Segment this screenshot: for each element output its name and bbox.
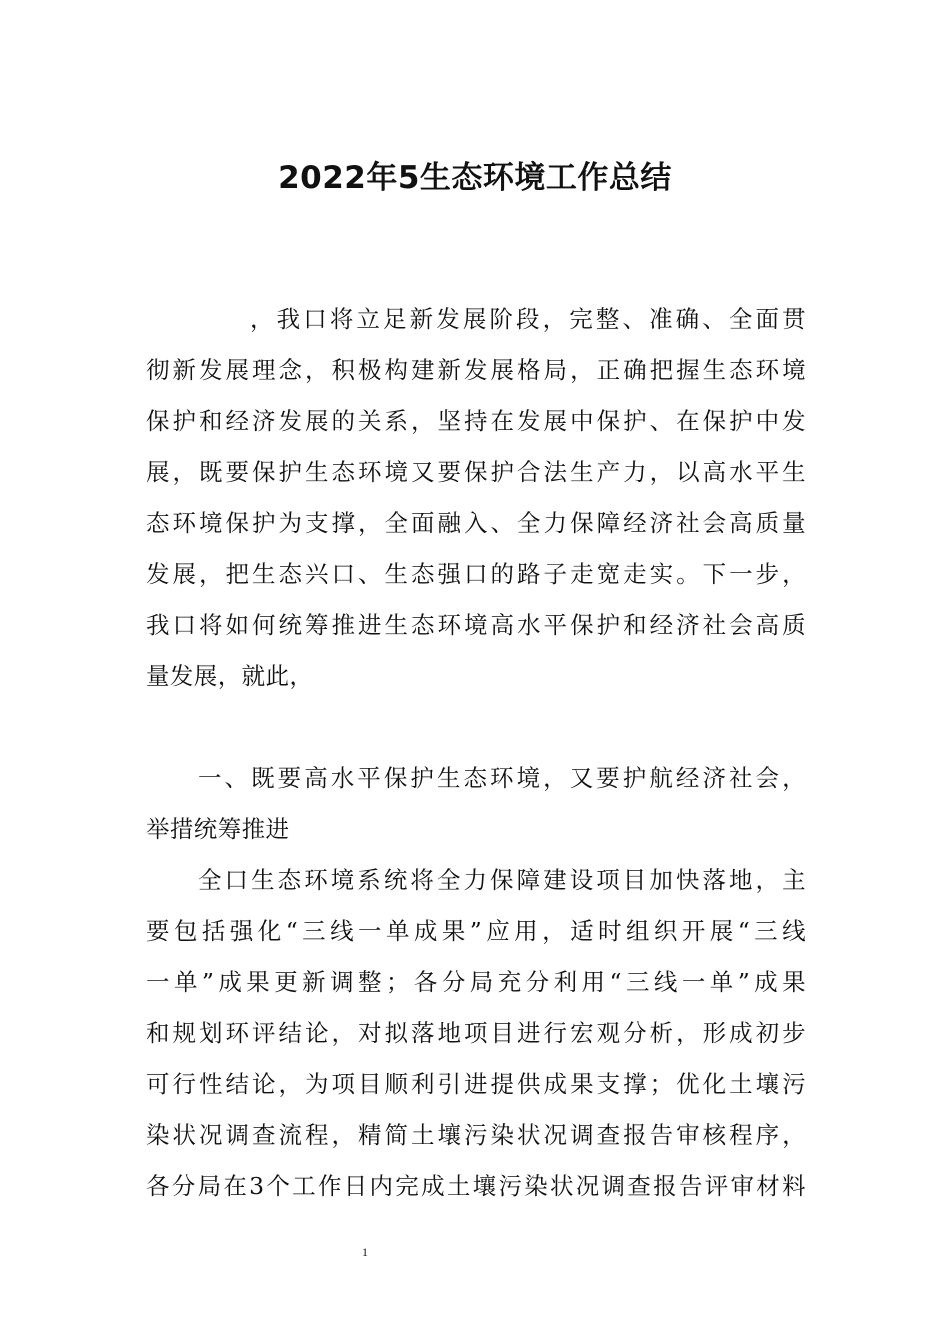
text-line: 量发展，就此， bbox=[146, 662, 314, 690]
text-line: 要包括强化“三线一单成果”应用，适时组织开展“三线 bbox=[146, 917, 806, 945]
paragraph-2 bbox=[146, 855, 806, 1212]
text-line: 发展，把生态兴口、生态强口的路子走宽走实。下一步， bbox=[146, 560, 806, 588]
paragraph-spacer bbox=[146, 702, 806, 753]
text-line: 染状况调查流程，精简土壤污染状况调查报告审核程序， bbox=[146, 1121, 806, 1149]
text-line: 全口生态环境系统将全力保障建设项目加快落地，主 bbox=[198, 866, 806, 894]
paragraph-intro bbox=[146, 294, 806, 702]
text-line: 态环境保护为支撑，全面融入、全力保障经济社会高质量 bbox=[146, 509, 806, 537]
page-number: 1 bbox=[362, 1245, 368, 1259]
text-line: 保护和经济发展的关系，坚持在发展中保护、在保护中发 bbox=[146, 407, 806, 435]
heading-line: 一、既要高水平保护生态环境，又要护航经济社会， bbox=[198, 764, 806, 792]
text-line: 展，既要保护生态环境又要保护合法生产力，以高水平生 bbox=[146, 458, 806, 486]
document-title: 2022年5生态环境工作总结 bbox=[278, 160, 672, 196]
text-line: 我口将如何统筹推进生态环境高水平保护和经济社会高质 bbox=[146, 611, 806, 639]
document-body bbox=[146, 294, 806, 1212]
text-line: 彻新发展理念，积极构建新发展格局，正确把握生态环境 bbox=[146, 356, 806, 384]
text-line: 各分局在3个工作日内完成土壤污染状况调查报告评审材料 bbox=[146, 1172, 806, 1200]
section-heading-1 bbox=[146, 753, 806, 855]
text-line: 和规划环评结论，对拟落地项目进行宏观分析，形成初步 bbox=[146, 1019, 806, 1047]
text-line: 可行性结论，为项目顺利引进提供成果支撑；优化土壤污 bbox=[146, 1070, 806, 1098]
text-line: ，我口将立足新发展阶段，完整、准确、全面贯 bbox=[250, 305, 806, 333]
text-line: 一单”成果更新调整；各分局充分利用“三线一单”成果 bbox=[146, 968, 806, 996]
heading-line: 举措统筹推进 bbox=[146, 815, 290, 843]
